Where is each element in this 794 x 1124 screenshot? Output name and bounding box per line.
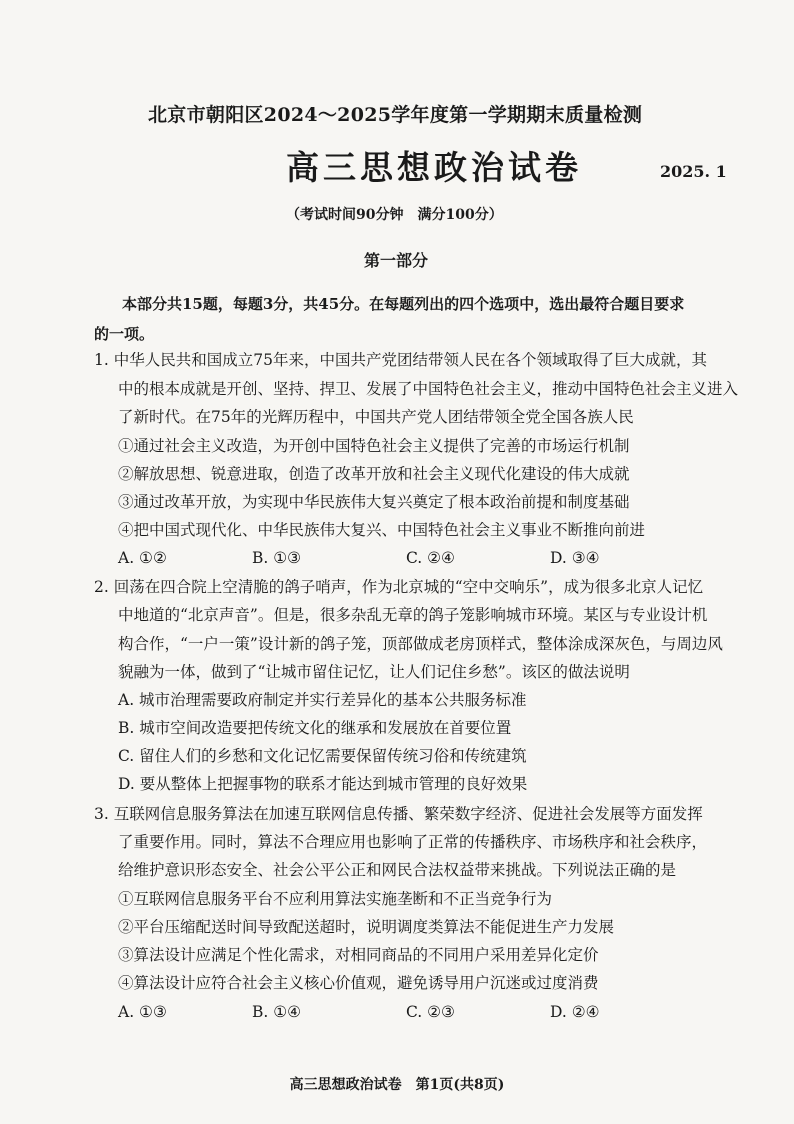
question-stem-line: 给维护意识形态安全、社会公平公正和网民合法权益带来挑战。下列说法正确的是 — [118, 861, 677, 879]
page-title: 高三思想政治试卷 — [286, 148, 582, 187]
answer-choice-d: D. ②④ — [550, 1003, 600, 1021]
statement-item: ③算法设计应满足个性化需求，对相同商品的不同用户采用差异化定价 — [118, 946, 599, 964]
option-b: B. 城市空间改造要把传统文化的继承和发展放在首要位置 — [118, 719, 512, 737]
statement-item: ④把中国式现代化、中华民族伟大复兴、中国特色社会主义事业不断推向前进 — [118, 521, 646, 539]
question-stem-line: 中的根本成就是开创、坚持、捍卫、发展了中国特色社会主义，推动中国特色社会主义进入 — [118, 380, 739, 398]
statement-item: ③通过改革开放，为实现中华民族伟大复兴奠定了根本政治前提和制度基础 — [118, 493, 630, 511]
exam-header-line: 北京市朝阳区2024～2025学年度第一学期期末质量检测 — [148, 104, 643, 126]
question-stem-line: 中地道的“北京声音”。但是，很多杂乱无章的鸽子笼影响城市环境。某区与专业设计机 — [118, 606, 708, 624]
question-stem-line: 貌融为一体，做到了“让城市留住记忆，让人们记住乡愁”。该区的做法说明 — [118, 663, 630, 681]
section-title: 第一部分 — [364, 251, 429, 270]
answer-choice-d: D. ③④ — [550, 549, 600, 567]
question-stem-line: 2. 回荡在四合院上空清脆的鸽子哨声，作为北京城的“空中交响乐”，成为很多北京人记忆 — [94, 578, 704, 596]
option-a: A. 城市治理需要政府制定并实行差异化的基本公共服务标准 — [118, 691, 527, 709]
statement-item: ②平台压缩配送时间导致配送超时，说明调度类算法不能促进生产力发展 — [118, 918, 615, 936]
page-footer: 高三思想政治试卷 第1页(共8页) — [289, 1077, 505, 1093]
option-c: C. 留住人们的乡愁和文化记忆需要保留传统习俗和传统建筑 — [118, 747, 527, 765]
answer-choice-b: B. ①③ — [252, 549, 302, 567]
exam-time-score: （考试时间90分钟 满分100分） — [286, 207, 503, 223]
statement-item: ④算法设计应符合社会主义核心价值观，避免诱导用户沉迷或过度消费 — [118, 974, 599, 992]
option-d: D. 要从整体上把握事物的联系才能达到城市管理的良好效果 — [118, 775, 528, 793]
question-stem-line: 1. 中华人民共和国成立75年来，中国共产党团结带领人民在各个领域取得了巨大成就，其 — [94, 351, 707, 369]
answer-choice-c: C. ②④ — [406, 549, 455, 567]
statement-item: ②解放思想、锐意进取，创造了改革开放和社会主义现代化建设的伟大成就 — [118, 465, 630, 483]
instructions-line: 的一项。 — [94, 325, 155, 343]
answer-choice-c: C. ②③ — [406, 1003, 455, 1021]
question-stem-line: 3. 互联网信息服务算法在加速互联网信息传播、繁荣数字经济、促进社会发展等方面发挥 — [94, 805, 703, 823]
question-stem-line: 了重要作用。同时，算法不合理应用也影响了正常的传播秩序、市场秩序和社会秩序， — [118, 833, 708, 851]
question-stem-line: 了新时代。在75年的光辉历程中，中国共产党人团结带领全党全国各族人民 — [118, 408, 634, 426]
question-stem-line: 构合作，“一户一策”设计新的鸽子笼，顶部做成老房顶样式，整体涂成深灰色，与周边风 — [118, 635, 723, 653]
answer-choice-b: B. ①④ — [252, 1003, 302, 1021]
answer-choice-a: A. ①③ — [118, 1003, 167, 1021]
section-instructions — [94, 289, 724, 349]
exam-date: 2025. 1 — [660, 162, 727, 181]
statement-item: ①互联网信息服务平台不应利用算法实施垄断和不正当竞争行为 — [118, 890, 553, 908]
instructions-line: 本部分共15题，每题3分，共45分。在每题列出的四个选项中，选出最符合题目要求 — [122, 295, 685, 313]
answer-choice-a: A. ①② — [118, 549, 167, 567]
statement-item: ①通过社会主义改造，为开创中国特色社会主义提供了完善的市场运行机制 — [118, 437, 630, 455]
